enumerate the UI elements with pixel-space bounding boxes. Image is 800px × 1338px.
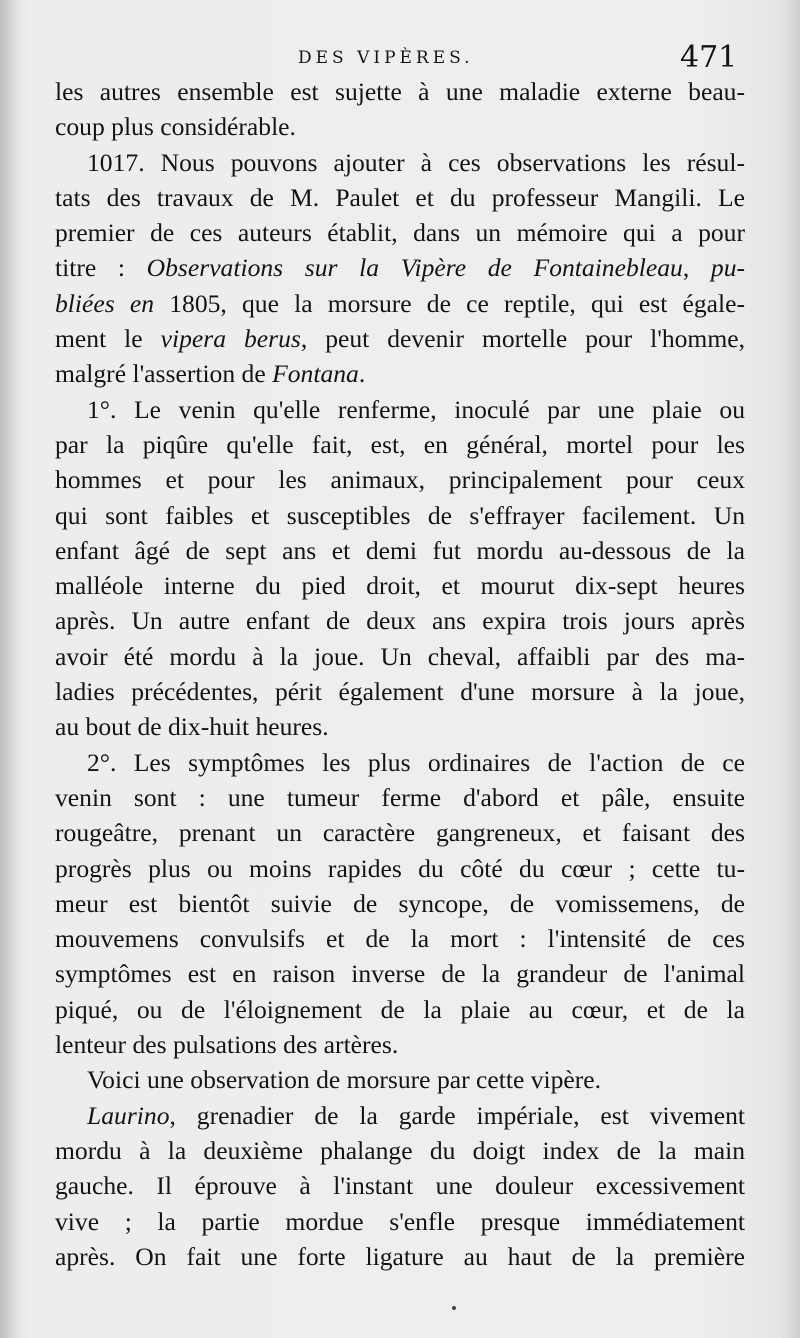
paragraph-1-start: 1°. Le venin qu'elle renferme, inoculé par une plaie ou [87,394,745,424]
page-gutter-shadow [0,0,18,1338]
cited-title: Observations sur la Vipère de Fontainebleau [146,253,683,283]
case-report-start: Laurino, grenadier de la garde impériale, est vivement [87,1100,745,1130]
text-line: bliées en 1805, que la morsure de ce reptile, qui est égale- [55,288,745,318]
paragraph-1017-start: 1017. Nous pouvons ajouter à ces observations les résul- [87,147,745,177]
text-line: hommes et pour les animaux, principalement pour ceux [55,465,745,495]
text-line: piqué, ou de l'éloignement de la plaie au cœur, et de la [55,994,745,1024]
text-line: après. On fait une forte ligature au haut de la première [55,1241,745,1271]
text-line: titre : Observations sur la Vipère de Fontainebleau, pu- [55,253,746,283]
text-line: meur est bientôt suivie de syncope, de vomissemens, de [55,888,745,918]
author-name: Fontana [272,359,359,389]
body-text [55,74,745,1274]
print-speck [452,1306,456,1310]
text-line: malléole interne du pied droit, et mourut dix-sept heures [55,571,745,601]
text-line: lenteur des pulsations des artères. [55,1030,399,1060]
paragraph-2-start: 2°. Les symptômes les plus ordinaires de l'action de ce [87,747,745,777]
observation-intro: Voici une observation de morsure par cette vipère. [87,1065,602,1095]
text-line: avoir été mordu à la joue. Un cheval, affaibli par des ma- [55,641,745,671]
text-line: gauche. Il éprouve à l'instant une douleur excessivement [55,1171,745,1201]
text-line: enfant âgé de sept ans et demi fut mordu au-dessous de la [55,535,745,565]
text-line: ment le vipera berus, peut devenir mortelle pour l'homme, [55,324,746,354]
text-line: ladies précédentes, périt également d'une morsure à la joue, [55,677,745,707]
text-line: vive ; la partie mordue s'enfle presque immédiatement [55,1206,745,1236]
text-line: coup plus considérable. [55,112,296,142]
text-line: après. Un autre enfant de deux ans expira trois jours après [55,606,745,636]
text-line: venin sont : une tumeur ferme d'abord et pâle, ensuite [55,782,745,812]
text-line: malgré l'assertion de Fontana. [55,359,366,389]
patient-name: Laurino [87,1100,170,1130]
page-number: 471 [680,40,738,75]
text-line: au bout de dix-huit heures. [55,712,329,742]
text-line: rougeâtre, prenant un caractère gangreneux, et faisant des [55,818,745,848]
text-line: mouvemens convulsifs et de la mort : l'intensité de ces [55,924,745,954]
running-head: DES VIPÈRES. [298,48,474,68]
text-line: premier de ces auteurs établit, dans un mémoire qui a pour [55,218,745,248]
text-line: progrès plus ou moins rapides du côté du cœur ; cette tu- [55,853,745,883]
text-line: tats des travaux de M. Paulet et du professeur Mangili. Le [55,182,745,212]
text-line: symptômes est en raison inverse de la grandeur de l'animal [55,959,745,989]
text-line: les autres ensemble est sujette à une maladie externe beau- [55,77,745,106]
text-line: qui sont faibles et susceptibles de s'effrayer facilement. Un [55,500,745,530]
text-line: par la piqûre qu'elle fait, est, en général, mortel pour les [55,429,745,459]
species-name: vipera berus [160,324,301,354]
text-line: mordu à la deuxième phalange du doigt index de la main [55,1135,745,1165]
